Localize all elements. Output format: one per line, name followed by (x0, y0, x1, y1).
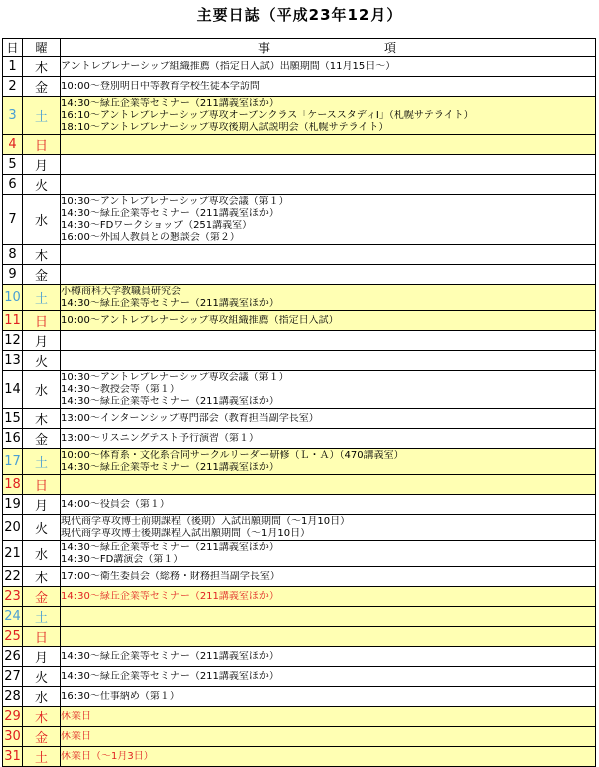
items-cell (61, 475, 596, 495)
table-row (3, 747, 596, 767)
item-line: 14:30〜緑丘企業等セミナー（211講義室ほか） (61, 297, 279, 309)
day-cell: 13 (3, 351, 23, 371)
day-cell: 26 (3, 647, 23, 667)
item-line: 14:00〜役員会（第１） (61, 498, 170, 510)
table-row (3, 707, 596, 727)
weekday-cell: 日 (23, 627, 61, 647)
table-row (3, 409, 596, 429)
weekday-cell: 金 (23, 727, 61, 747)
day-cell: 2 (3, 77, 23, 97)
items-cell (61, 647, 596, 667)
day-cell: 12 (3, 331, 23, 351)
items-cell (61, 429, 596, 449)
items-cell (61, 667, 596, 687)
item-line: アントレプレナーシップ組織推薦（指定日入試）出願期間（11月15日〜） (61, 60, 396, 72)
items-cell (61, 97, 596, 135)
day-cell: 19 (3, 495, 23, 515)
table-row (3, 449, 596, 475)
weekday-cell: 土 (23, 747, 61, 767)
day-cell: 30 (3, 727, 23, 747)
weekday-cell: 月 (23, 155, 61, 175)
table-row (3, 567, 596, 587)
table-row (3, 727, 596, 747)
weekday-cell: 木 (23, 245, 61, 265)
item-line: 14:30〜教授会等（第１） (61, 383, 180, 395)
table-row (3, 285, 596, 311)
items-cell (61, 77, 596, 97)
weekday-cell: 土 (23, 607, 61, 627)
items-cell (61, 587, 596, 607)
weekday-cell: 月 (23, 647, 61, 667)
weekday-cell: 土 (23, 97, 61, 135)
day-cell: 10 (3, 285, 23, 311)
weekday-cell: 土 (23, 285, 61, 311)
day-cell: 6 (3, 175, 23, 195)
items-cell (61, 311, 596, 331)
table-row (3, 77, 596, 97)
items-cell (61, 57, 596, 77)
weekday-cell: 火 (23, 667, 61, 687)
item-line: 10:00〜体育系・文化系合同サークルリーダー研修（Ｌ・Ａ）（470講義室） (61, 449, 404, 461)
items-cell (61, 707, 596, 727)
item-line: 10:00〜アントレプレナーシップ専攻組織推薦（指定日入試） (61, 314, 339, 326)
table-row (3, 311, 596, 331)
weekday-cell: 金 (23, 587, 61, 607)
items-cell (61, 285, 596, 311)
day-cell: 8 (3, 245, 23, 265)
table-row (3, 667, 596, 687)
day-cell: 1 (3, 57, 23, 77)
items-cell (61, 175, 596, 195)
table-row (3, 175, 596, 195)
weekday-cell: 土 (23, 449, 61, 475)
item-line: 13:00〜インターンシップ専門部会（教育担当副学長室） (61, 412, 319, 424)
item-line: 10:30〜アントレプレナーシップ専攻会議（第１） (61, 195, 289, 207)
item-line: 休業日（〜1月3日） (61, 750, 154, 762)
weekday-cell: 水 (23, 687, 61, 707)
day-cell: 22 (3, 567, 23, 587)
item-line: 13:00〜リスニングテスト予行演習（第１） (61, 432, 260, 444)
day-cell: 20 (3, 515, 23, 541)
items-cell (61, 687, 596, 707)
weekday-cell: 木 (23, 567, 61, 587)
item-line: 14:30〜緑丘企業等セミナー（211講義室ほか） (61, 590, 279, 602)
table-row (3, 627, 596, 647)
item-line: 現代商学専攻博士後期課程入試出願期間（〜1月10日） (61, 527, 311, 539)
header-weekday: 曜 (23, 39, 61, 57)
item-line: 14:30〜緑丘企業等セミナー（211講義室ほか） (61, 97, 279, 109)
weekday-cell: 水 (23, 371, 61, 409)
item-line: 小樽商科大学教職員研究会 (61, 285, 181, 297)
day-cell: 14 (3, 371, 23, 409)
day-cell: 4 (3, 135, 23, 155)
items-cell (61, 371, 596, 409)
day-cell: 18 (3, 475, 23, 495)
weekday-cell: 木 (23, 707, 61, 727)
day-cell: 16 (3, 429, 23, 449)
weekday-cell: 日 (23, 135, 61, 155)
item-line: 14:30〜緑丘企業等セミナー（211講義室ほか） (61, 395, 279, 407)
table-row (3, 495, 596, 515)
day-cell: 23 (3, 587, 23, 607)
header-row (3, 39, 596, 57)
schedule-body (3, 57, 596, 767)
day-cell: 29 (3, 707, 23, 727)
item-line: 14:30〜緑丘企業等セミナー（211講義室ほか） (61, 207, 279, 219)
table-row (3, 541, 596, 567)
schedule-table (2, 38, 596, 767)
items-cell (61, 495, 596, 515)
day-cell: 5 (3, 155, 23, 175)
item-line: 17:00〜衛生委員会（総務・財務担当副学長室） (61, 570, 280, 582)
weekday-cell: 火 (23, 175, 61, 195)
item-line: 16:10〜アントレプレナーシップ専攻オープンクラス「ケーススタディⅠ」（札幌サテライト） (61, 109, 474, 121)
items-cell (61, 727, 596, 747)
weekday-cell: 木 (23, 409, 61, 429)
weekday-cell: 木 (23, 57, 61, 77)
day-cell: 15 (3, 409, 23, 429)
table-row (3, 155, 596, 175)
item-line: 14:30〜緑丘企業等セミナー（211講義室ほか） (61, 670, 279, 682)
day-cell: 31 (3, 747, 23, 767)
items-cell (61, 627, 596, 647)
weekday-cell: 金 (23, 429, 61, 449)
table-row (3, 647, 596, 667)
items-cell (61, 567, 596, 587)
weekday-cell: 火 (23, 515, 61, 541)
item-line: 16:00〜外国人教員との懇談会（第２） (61, 231, 240, 243)
day-cell: 17 (3, 449, 23, 475)
items-cell (61, 515, 596, 541)
table-row (3, 245, 596, 265)
table-row (3, 351, 596, 371)
day-cell: 24 (3, 607, 23, 627)
items-cell (61, 265, 596, 285)
item-line: 18:10〜アントレプレナーシップ専攻後期入試説明会（札幌サテライト） (61, 121, 389, 133)
table-row (3, 265, 596, 285)
day-cell: 11 (3, 311, 23, 331)
items-cell (61, 135, 596, 155)
table-row (3, 57, 596, 77)
items-cell (61, 409, 596, 429)
item-line: 14:30〜緑丘企業等セミナー（211講義室ほか） (61, 650, 279, 662)
weekday-cell: 月 (23, 495, 61, 515)
item-line: 16:30〜仕事納め（第１） (61, 690, 180, 702)
table-row (3, 195, 596, 245)
item-line: 10:30〜アントレプレナーシップ専攻会議（第１） (61, 371, 289, 383)
day-cell: 27 (3, 667, 23, 687)
weekday-cell: 水 (23, 541, 61, 567)
item-line: 14:30〜緑丘企業等セミナー（211講義室ほか） (61, 461, 279, 473)
items-cell (61, 331, 596, 351)
header-day: 日 (3, 39, 23, 57)
weekday-cell: 日 (23, 475, 61, 495)
items-cell (61, 351, 596, 371)
table-row (3, 515, 596, 541)
items-cell (61, 245, 596, 265)
day-cell: 3 (3, 97, 23, 135)
day-cell: 21 (3, 541, 23, 567)
items-cell (61, 747, 596, 767)
items-cell (61, 541, 596, 567)
item-line: 14:30〜FD講演会（第１） (61, 553, 184, 565)
item-line: 14:30〜緑丘企業等セミナー（211講義室ほか） (61, 541, 279, 553)
day-cell: 9 (3, 265, 23, 285)
page-title: 主要日誌（平成23年12月） (196, 6, 403, 24)
items-cell (61, 195, 596, 245)
table-row (3, 687, 596, 707)
weekday-cell: 金 (23, 265, 61, 285)
table-row (3, 587, 596, 607)
day-cell: 25 (3, 627, 23, 647)
header-items: 事 項 (61, 39, 596, 57)
table-row (3, 475, 596, 495)
weekday-cell: 日 (23, 311, 61, 331)
weekday-cell: 水 (23, 195, 61, 245)
weekday-cell: 火 (23, 351, 61, 371)
item-line: 現代商学専攻博士前期課程（後期）入試出願期間（〜1月10日） (61, 515, 351, 527)
items-cell (61, 155, 596, 175)
table-row (3, 97, 596, 135)
items-cell (61, 607, 596, 627)
table-row (3, 135, 596, 155)
items-cell (61, 449, 596, 475)
weekday-cell: 金 (23, 77, 61, 97)
item-line: 10:00〜登別明日中等教育学校生徒本学訪問 (61, 80, 260, 92)
day-cell: 28 (3, 687, 23, 707)
table-row (3, 371, 596, 409)
item-line: 休業日 (61, 710, 91, 722)
table-row (3, 607, 596, 627)
table-row (3, 429, 596, 449)
item-line: 14:30〜FDワークショップ（251講義室） (61, 219, 253, 231)
item-line: 休業日 (61, 730, 91, 742)
weekday-cell: 月 (23, 331, 61, 351)
table-row (3, 331, 596, 351)
day-cell: 7 (3, 195, 23, 245)
